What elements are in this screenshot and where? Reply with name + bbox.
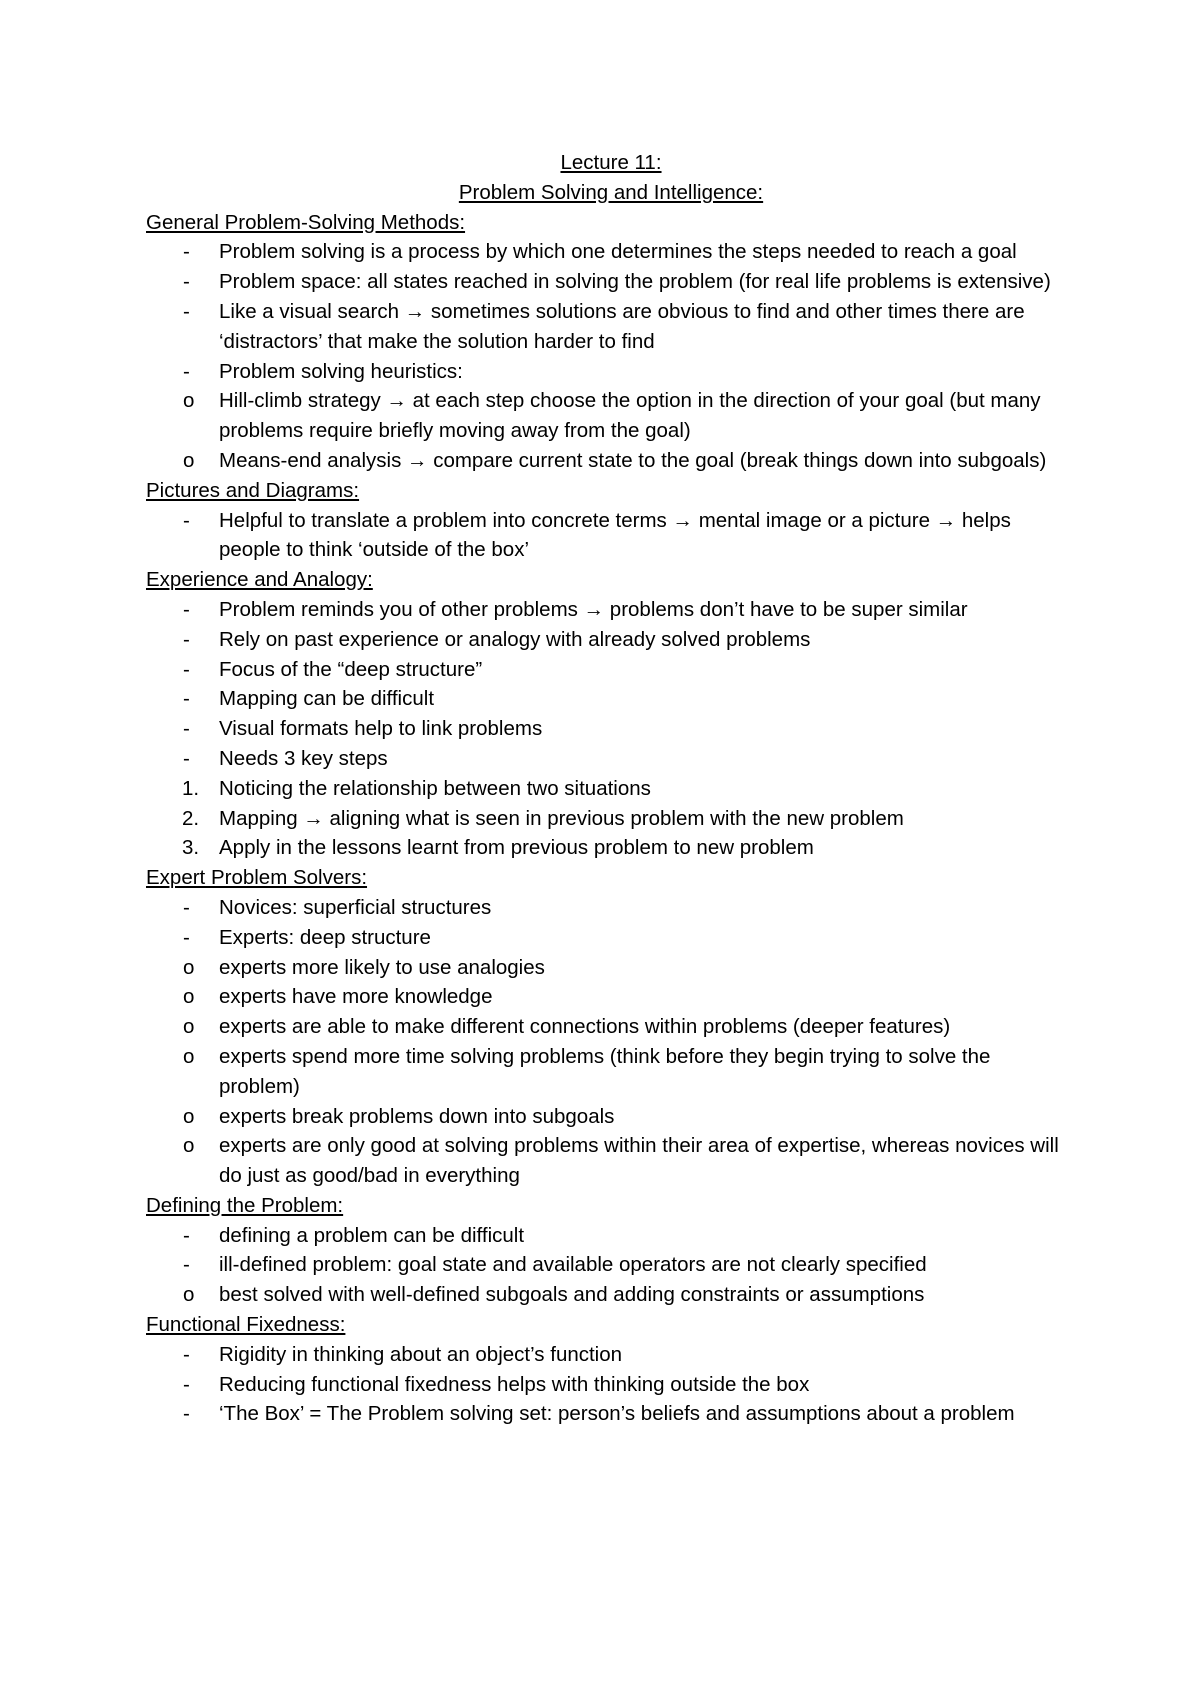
list-item-text: Rigidity in thinking about an object’s function (219, 1342, 623, 1366)
list-marker: - (183, 925, 190, 949)
list-item-text: Problem reminds you of other problems → problems don’t have to be super similar (219, 597, 968, 621)
list-item-text: Noticing the relationship between two situations (219, 776, 651, 800)
list-item (146, 1370, 1076, 1400)
list-item-text: Experts: deep structure (219, 925, 431, 949)
list-item (146, 506, 1076, 566)
section-heading: Defining the Problem: (146, 1193, 344, 1217)
section (146, 863, 1076, 1191)
list-item-text: ill-defined problem: goal state and available operators are not clearly specified (219, 1253, 927, 1277)
list-marker: o (183, 1104, 195, 1128)
list-item-text: experts are only good at solving problems within their area of expertise, whereas novices will do just as good/bad in everything (219, 1134, 1059, 1188)
list-item-text: Mapping → aligning what is seen in previous problem with the new problem (219, 806, 904, 830)
list-item-text: Apply in the lessons learnt from previous problem to new problem (219, 836, 814, 860)
list-marker: o (183, 448, 195, 472)
section-heading: Expert Problem Solvers: (146, 866, 368, 890)
section (146, 208, 1076, 476)
list-item-text: Mapping can be difficult (219, 687, 435, 711)
lecture-topic-title: Problem Solving and Intelligence: (458, 180, 764, 204)
list-marker: o (183, 1283, 195, 1307)
list-item-text: Needs 3 key steps (219, 746, 388, 770)
document-body (146, 148, 1076, 1429)
list-item (146, 744, 1076, 774)
section (146, 476, 1076, 565)
list-marker: - (183, 746, 190, 770)
list-item-text: Visual formats help to link problems (219, 717, 543, 741)
list-item (146, 1221, 1076, 1251)
list-item-text: experts have more knowledge (219, 985, 493, 1009)
list-marker: - (183, 508, 190, 532)
list-marker: - (183, 895, 190, 919)
list-item-text: Problem space: all states reached in solving the problem (for real life problems is extensive) (219, 270, 1051, 294)
list-item (146, 1340, 1076, 1370)
list-marker: o (183, 1134, 195, 1158)
list-marker: o (183, 1044, 195, 1068)
list-item (146, 595, 1076, 625)
list-item (146, 833, 1076, 863)
list-item (146, 982, 1076, 1012)
list-item-text: experts break problems down into subgoals (219, 1104, 615, 1128)
list-item-text: ‘The Box’ = The Problem solving set: person’s beliefs and assumptions about a problem (219, 1402, 1015, 1426)
sections-container (146, 208, 1076, 1430)
section-heading: Functional Fixedness: (146, 1313, 346, 1337)
list-marker: o (183, 389, 195, 413)
list-item (146, 804, 1076, 834)
list-marker: - (183, 597, 190, 621)
list-marker: o (183, 985, 195, 1009)
list-marker: - (183, 627, 190, 651)
list-item-text: Problem solving heuristics: (219, 359, 463, 383)
list-marker: 3. (182, 836, 200, 860)
list-item-text: experts spend more time solving problems (think before they begin trying to solve the problem) (219, 1044, 991, 1098)
list-item (146, 625, 1076, 655)
list-item-text: Means-end analysis → compare current state to the goal (break things down into subgoals) (219, 448, 1047, 472)
list-marker: - (183, 270, 190, 294)
list-item (146, 297, 1076, 357)
list-marker: o (183, 955, 195, 979)
list-item (146, 655, 1076, 685)
list-marker: - (183, 359, 190, 383)
list-marker: - (183, 1372, 190, 1396)
list-item-text: Hill-climb strategy → at each step choose the option in the direction of your goal (but many problems require briefly moving away from the goal) (219, 389, 1041, 443)
section-heading: Pictures and Diagrams: (146, 478, 360, 502)
list-item-text: defining a problem can be difficult (219, 1223, 525, 1247)
lecture-number-title: Lecture 11: (560, 151, 662, 174)
list-item (146, 1012, 1076, 1042)
list-item (146, 1250, 1076, 1280)
list-marker: 2. (182, 806, 200, 830)
list-item (146, 1102, 1076, 1132)
list-marker: - (183, 1253, 190, 1277)
list-item (146, 1131, 1076, 1191)
list-item (146, 1280, 1076, 1310)
list-marker: - (183, 1223, 190, 1247)
list-item (146, 267, 1076, 297)
list-marker: - (183, 299, 190, 323)
list-item (146, 774, 1076, 804)
list-item (146, 1399, 1076, 1429)
list-item (146, 953, 1076, 983)
list-item (146, 386, 1076, 446)
list-marker: 1. (182, 776, 200, 800)
list-item-text: Like a visual search → sometimes solutions are obvious to find and other times there are ‘distractors’ that make the solution harder to find (219, 299, 1025, 353)
list-item-text: Reducing functional fixedness helps with thinking outside the box (219, 1372, 810, 1396)
list-item-text: best solved with well-defined subgoals and adding constraints or assumptions (219, 1283, 925, 1307)
list-item-text: experts are able to make different connections within problems (deeper features) (219, 1015, 951, 1039)
list-marker: - (183, 240, 190, 264)
list-item (146, 923, 1076, 953)
section (146, 565, 1076, 863)
list-marker: - (183, 1342, 190, 1366)
list-marker: o (183, 1015, 195, 1039)
list-marker: - (183, 657, 190, 681)
list-marker: - (183, 687, 190, 711)
section-heading: General Problem-Solving Methods: (146, 210, 466, 234)
list-item (146, 893, 1076, 923)
list-item (146, 237, 1076, 267)
list-item-text: Problem solving is a process by which one determines the steps needed to reach a goal (219, 240, 1017, 264)
list-item-text: Helpful to translate a problem into concrete terms → mental image or a picture → helps people to think ‘outside of the box’ (219, 508, 1011, 562)
list-marker: - (183, 1402, 190, 1426)
list-item (146, 357, 1076, 387)
section (146, 1191, 1076, 1310)
list-item-text: Rely on past experience or analogy with already solved problems (219, 627, 811, 651)
list-item (146, 1042, 1076, 1102)
section-heading: Experience and Analogy: (146, 568, 373, 592)
list-item-text: Focus of the “deep structure” (219, 657, 483, 681)
list-item (146, 684, 1076, 714)
section (146, 1310, 1076, 1429)
list-item (146, 446, 1076, 476)
list-item-text: experts more likely to use analogies (219, 955, 545, 979)
list-item-text: Novices: superficial structures (219, 895, 492, 919)
list-marker: - (183, 717, 190, 741)
list-item (146, 714, 1076, 744)
